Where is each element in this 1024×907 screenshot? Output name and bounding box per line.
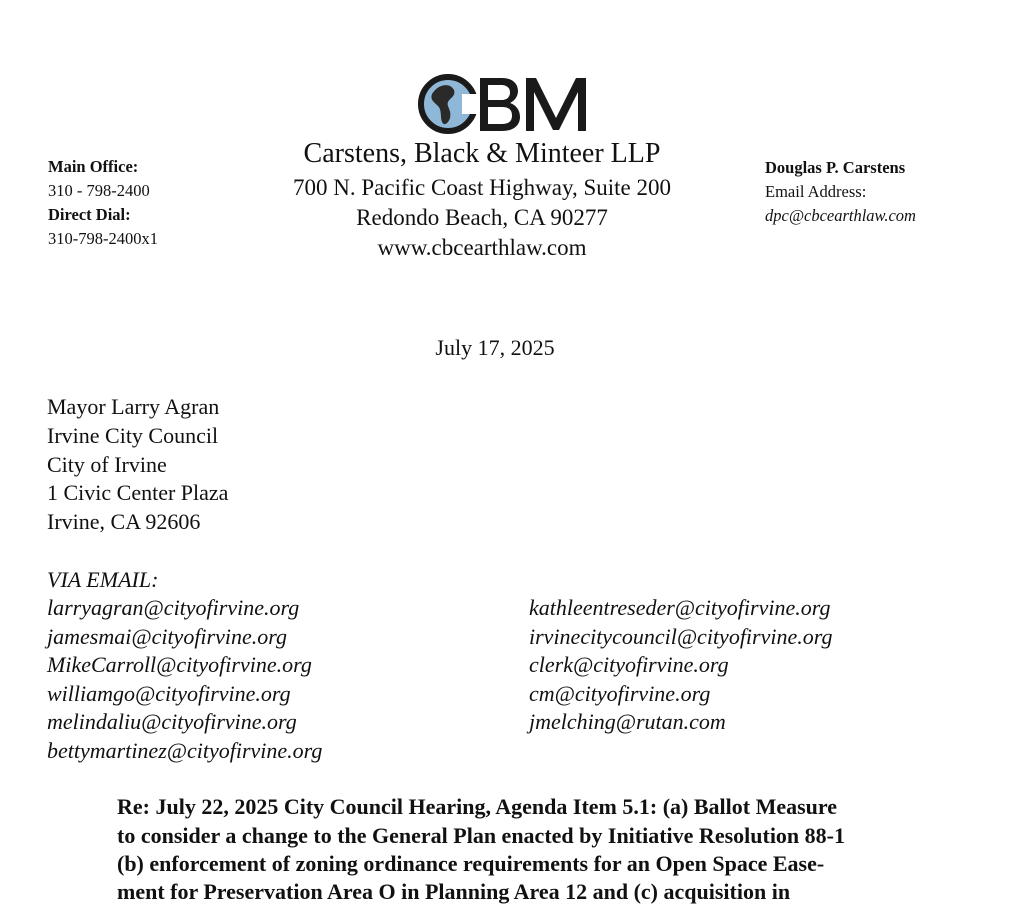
recipient-email-link[interactable]: larryagran@cityofirvine.org [47, 595, 300, 620]
subject-line: to consider a change to the General Plan enacted by Initiative Resolution 88-1 [117, 823, 845, 848]
author-name: Douglas P. Carstens [765, 158, 906, 177]
firm-logo [418, 72, 590, 136]
firm-name: Carstens, Black & Minteer LLP [303, 138, 661, 169]
recipient-email-link[interactable]: jamesmai@cityofirvine.org [47, 624, 287, 649]
subject-line: ment for Preservation Area O in Planning Area 12 and (c) acquisition in [117, 879, 791, 904]
firm-address-line1: 700 N. Pacific Coast Highway, Suite 200 [293, 175, 671, 200]
recipient-email-link[interactable]: MikeCarroll@cityofirvine.org [47, 652, 312, 677]
firm-website-link[interactable]: www.cbcearthlaw.com [377, 235, 587, 260]
subject-line: Re: July 22, 2025 City Council Hearing, Agenda Item 5.1: (a) Ballot Measure [117, 794, 838, 819]
recipient-line: Irvine, CA 92606 [47, 509, 201, 534]
recipient-email-link[interactable]: williamgo@cityofirvine.org [47, 681, 291, 706]
recipient-line: Mayor Larry Agran [47, 394, 220, 419]
recipient-line: Irvine City Council [47, 423, 219, 448]
firm-address-line2: Redondo Beach, CA 90277 [356, 205, 608, 230]
subject-line: (b) enforcement of zoning ordinance requirements for an Open Space Ease- [117, 851, 825, 876]
recipient-email-link[interactable]: irvinecitycouncil@cityofirvine.org [529, 624, 833, 649]
recipient-email-link[interactable]: cm@cityofirvine.org [529, 681, 711, 706]
recipient-line: City of Irvine [47, 452, 167, 477]
recipient-line: 1 Civic Center Plaza [47, 480, 229, 505]
main-office-label: Main Office: [48, 157, 139, 176]
main-office-phone: 310 - 798-2400 [48, 181, 150, 200]
recipient-email-link[interactable]: melindaliu@cityofirvine.org [47, 709, 297, 734]
recipient-email-link[interactable]: jmelching@rutan.com [529, 709, 726, 734]
letter-date: July 17, 2025 [435, 335, 555, 360]
recipient-email-link[interactable]: bettymartinez@cityofirvine.org [47, 738, 323, 763]
cbm-logo-icon [418, 72, 590, 136]
recipient-email-link[interactable]: kathleentreseder@cityofirvine.org [529, 595, 831, 620]
author-email-link[interactable]: dpc@cbcearthlaw.com [765, 206, 916, 225]
via-email-label: VIA EMAIL: [47, 567, 159, 592]
author-email-label: Email Address: [765, 182, 867, 201]
direct-dial-phone: 310-798-2400x1 [48, 229, 158, 248]
direct-dial-label: Direct Dial: [48, 205, 131, 224]
recipient-email-link[interactable]: clerk@cityofirvine.org [529, 652, 729, 677]
